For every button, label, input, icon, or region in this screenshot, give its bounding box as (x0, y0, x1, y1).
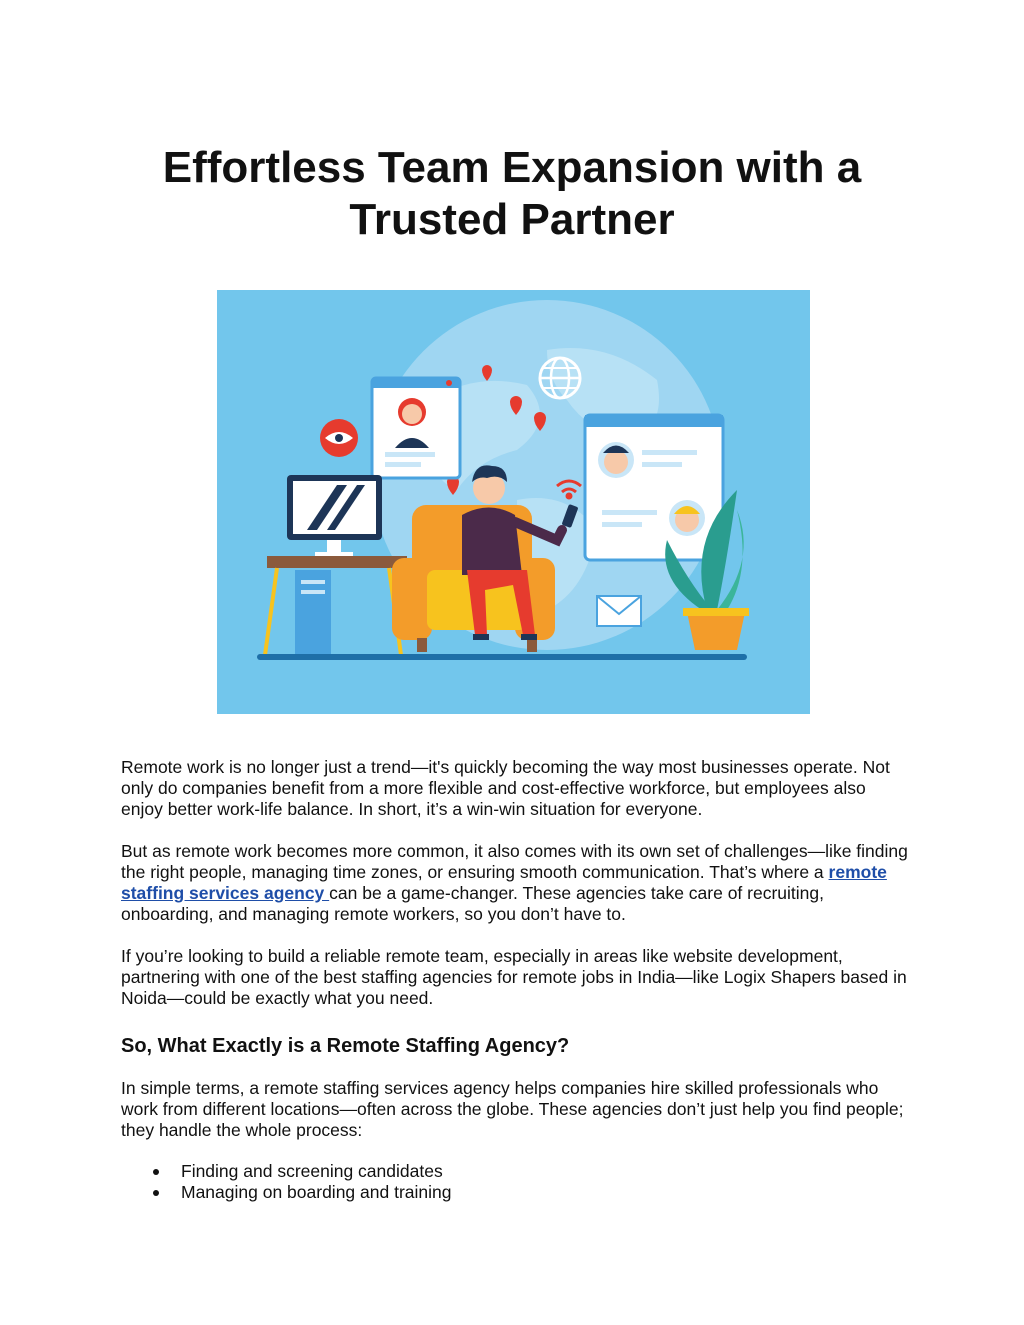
paragraph-definition (121, 1078, 911, 1141)
page-title: Effortless Team Expansion with a Trusted Partner (162, 143, 862, 244)
list-item-text: Finding and screening candidates (181, 1161, 443, 1181)
paragraph-partnering (121, 946, 911, 1009)
chat-window (585, 415, 723, 560)
remote-staffing-link[interactable]: remote staffing services agency (121, 862, 887, 903)
paragraph-intro-text: Remote work is no longer just a trend—it's quickly becoming the way most businesses operate. Not only do companies benefit from a more flexible and cost-effective workforce, but employees also enjoy better work-life balance. In short, it’s a win-win situation for everyone. (121, 757, 890, 819)
profile-card-icon (372, 378, 460, 478)
list-item (121, 1161, 451, 1182)
paragraph-intro (121, 757, 911, 820)
bullet-list (121, 1161, 451, 1203)
list-item (121, 1182, 451, 1203)
paragraph-partnering-text: If you’re looking to build a reliable remote team, especially in areas like website development, partnering with one of the best staffing agencies for remote jobs in India—like Logix Shapers based in Noida—could be exactly what you need. (121, 946, 907, 1008)
envelope-icon (597, 596, 641, 626)
floor-line (257, 654, 747, 660)
hero-illustration (217, 290, 810, 714)
bullet-dot-icon (153, 1169, 159, 1175)
paragraph-challenges-text-before: But as remote work becomes more common, it also comes with its own set of challenges—like finding the right people, managing time zones, or ensuring smooth communication. That’s where a (121, 841, 908, 882)
paragraph-challenges-text-after: can be a game-changer. These agencies take care of recruiting, onboarding, and managing remote workers, so you don’t have to. (121, 883, 824, 924)
list-item-text: Managing on boarding and training (181, 1182, 452, 1202)
paragraph-challenges (121, 841, 911, 925)
eye-icon (320, 419, 358, 457)
paragraph-definition-text: In simple terms, a remote staffing services agency helps companies hire skilled professionals who work from different locations—often across the globe. These agencies don’t just help you find people; they handle the whole process: (121, 1078, 904, 1140)
bullet-dot-icon (153, 1190, 159, 1196)
section-heading: So, What Exactly is a Remote Staffing Agency? (121, 1035, 570, 1057)
